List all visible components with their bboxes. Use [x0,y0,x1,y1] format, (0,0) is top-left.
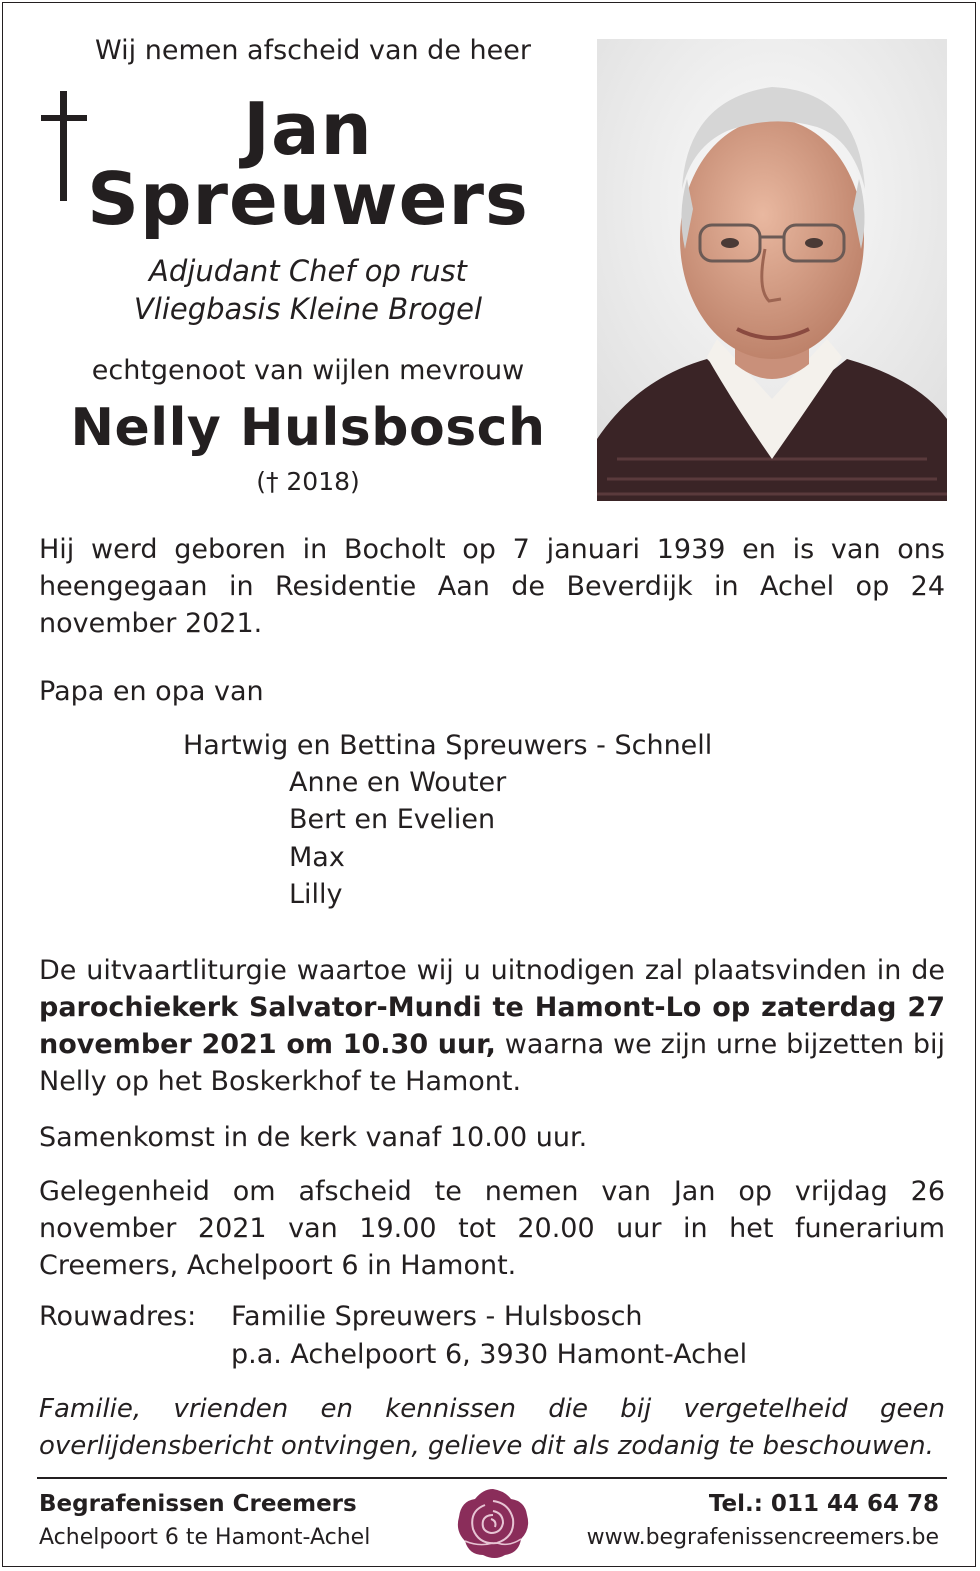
liturgy-text-bold: parochiekerk Salvator-Mundi te Hamont-Lo op zaterdag 27 november 2021 om 10.30 uur, [39,992,945,1060]
obituary-card [2,2,976,1567]
deceased-last-name: Spreuwers [87,157,529,241]
birth-paragraph [39,531,945,642]
company-phone: Tel.: 011 44 64 78 [708,1491,939,1517]
deceased-first-name: Jan [243,87,373,171]
rose-icon [455,1485,531,1561]
visitation-paragraph [39,1173,945,1284]
family-member: Anne en Wouter [289,767,507,798]
portrait-photo [597,39,947,501]
family-member: Lilly [289,879,343,910]
company-website[interactable]: www.begrafenissencreemers.be [586,1525,939,1550]
intro-line: Wij nemen afscheid van de heer [95,35,531,66]
birth-text: Hij werd geboren in Bocholt op 7 januari 1939 en is van ons heengegaan in Residentie Aan de Beverdijk in Achel op 24 november 2021. [39,534,945,639]
liturgy-text-post: waarna we zijn urne bijzetten bij Nelly op het Boskerkhof te Hamont. [39,1029,946,1097]
liturgy-paragraph [39,952,945,1100]
company-name: Begrafenissen Creemers [39,1491,357,1517]
address-label: Rouwadres: [39,1301,197,1332]
footer-divider [37,1477,947,1479]
family-member: Max [289,842,345,873]
spouse-death-year: († 2018) [256,467,360,496]
family-member: Hartwig en Bettina Spreuwers - Schnell [183,730,713,761]
company-address: Achelpoort 6 te Hamont-Achel [39,1525,371,1550]
liturgy-text-pre: De uitvaartliturgie waartoe wij u uitnodigen zal plaatsvinden in de [39,955,945,986]
deceased-base: Vliegbasis Kleine Brogel [133,292,483,326]
family-member: Bert en Evelien [289,804,496,835]
gathering-text: Samenkomst in de kerk vanaf 10.00 uur. [39,1122,588,1153]
spouse-name: Nelly Hulsbosch [70,398,546,458]
notice-text: Familie, vrienden en kennissen die bij vergetelheid geen overlijdensbericht ontvingen, gelieve dit als zodanig te beschouwen. [39,1394,945,1461]
address-line-1: Familie Spreuwers - Hulsbosch [231,1301,643,1332]
visitation-text: Gelegenheid om afscheid te nemen van Jan op vrijdag 26 november 2021 van 19.00 tot 20.00 uur in het funerarium Creemers, Achelpoort 6 in Hamont. [39,1176,945,1281]
family-intro: Papa en opa van [39,676,264,707]
deceased-rank: Adjudant Chef op rust [149,254,467,288]
notice-paragraph [39,1391,945,1465]
spouse-intro: echtgenoot van wijlen mevrouw [91,355,525,386]
address-line-2: p.a. Achelpoort 6, 3930 Hamont-Achel [231,1339,748,1370]
